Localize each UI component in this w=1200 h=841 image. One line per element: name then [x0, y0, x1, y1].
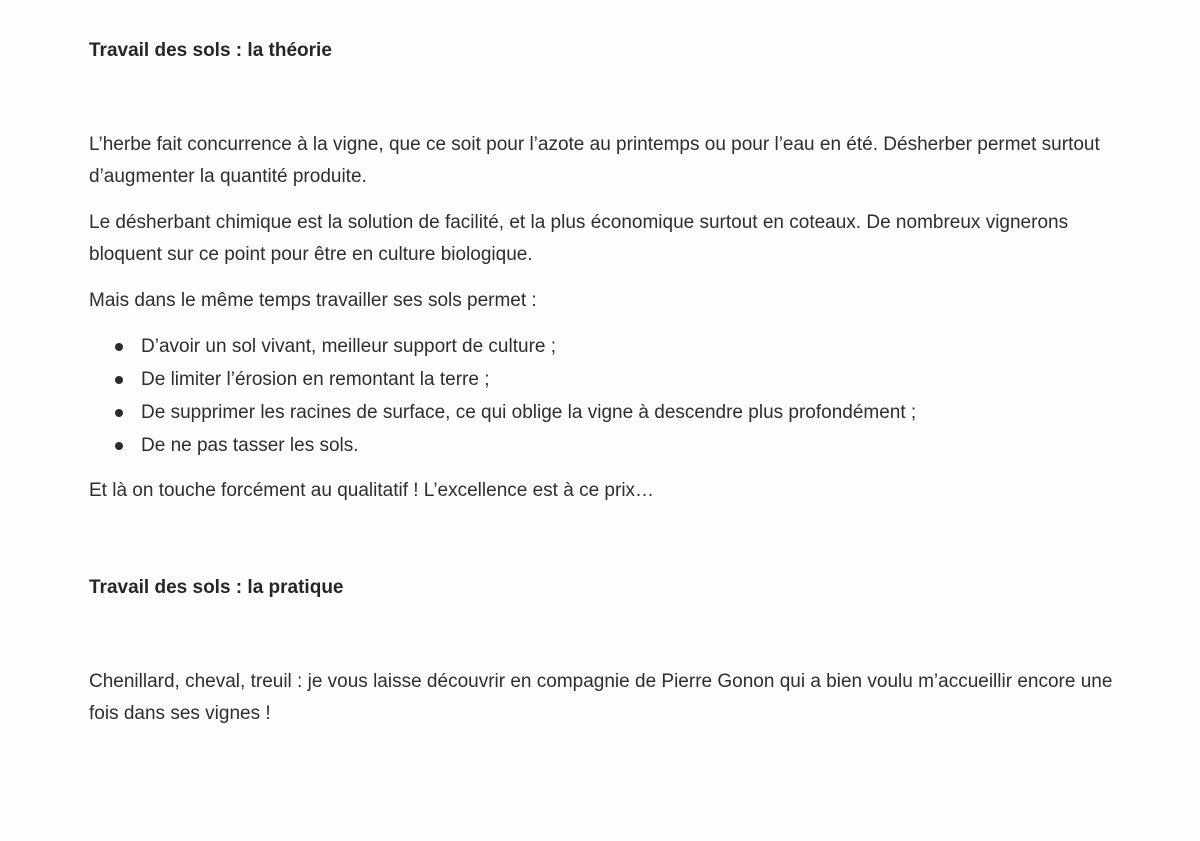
paragraph-competition: L’herbe fait concurrence à la vigne, que ce soit pour l’azote au printemps ou pour l’eau en été. Désherber permet surtout d’augmenter la quantité produite. [89, 134, 1100, 187]
list-item-text: De limiter l’érosion en remontant la terre ; [141, 369, 490, 390]
list-item [89, 363, 1129, 396]
paragraph-practice: Chenillard, cheval, treuil : je vous laisse découvrir en compagnie de Pierre Gonon qui a bien voulu m’accueillir encore une fois dans ses vignes ! [89, 671, 1113, 724]
list-item [89, 429, 1129, 462]
bullet-dot-icon [115, 442, 123, 450]
list-item-text: De supprimer les racines de surface, ce qui oblige la vigne à descendre plus profondément ; [141, 402, 917, 423]
bullet-dot-icon [115, 343, 123, 351]
list-item [89, 330, 1129, 363]
document-body [89, 38, 1129, 730]
paragraph-soil-work-intro: Mais dans le même temps travailler ses sols permet : [89, 290, 537, 311]
section-title-theory: Travail des sols : la théorie [89, 40, 332, 61]
list-item-text: De ne pas tasser les sols. [141, 435, 359, 456]
list-item-text: D’avoir un sol vivant, meilleur support de culture ; [141, 336, 557, 357]
bullet-dot-icon [115, 376, 123, 384]
benefits-list [89, 330, 1129, 462]
paragraph-chemical-weeding: Le désherbant chimique est la solution de facilité, et la plus économique surtout en coteaux. De nombreux vignerons bloquent sur ce point pour être en culture biologique. [89, 212, 1069, 265]
list-item [89, 396, 1129, 429]
bullet-dot-icon [115, 409, 123, 417]
paragraph-conclusion: Et là on touche forcément au qualitatif ! L’excellence est à ce prix… [89, 480, 655, 501]
section-title-practice: Travail des sols : la pratique [89, 577, 344, 598]
